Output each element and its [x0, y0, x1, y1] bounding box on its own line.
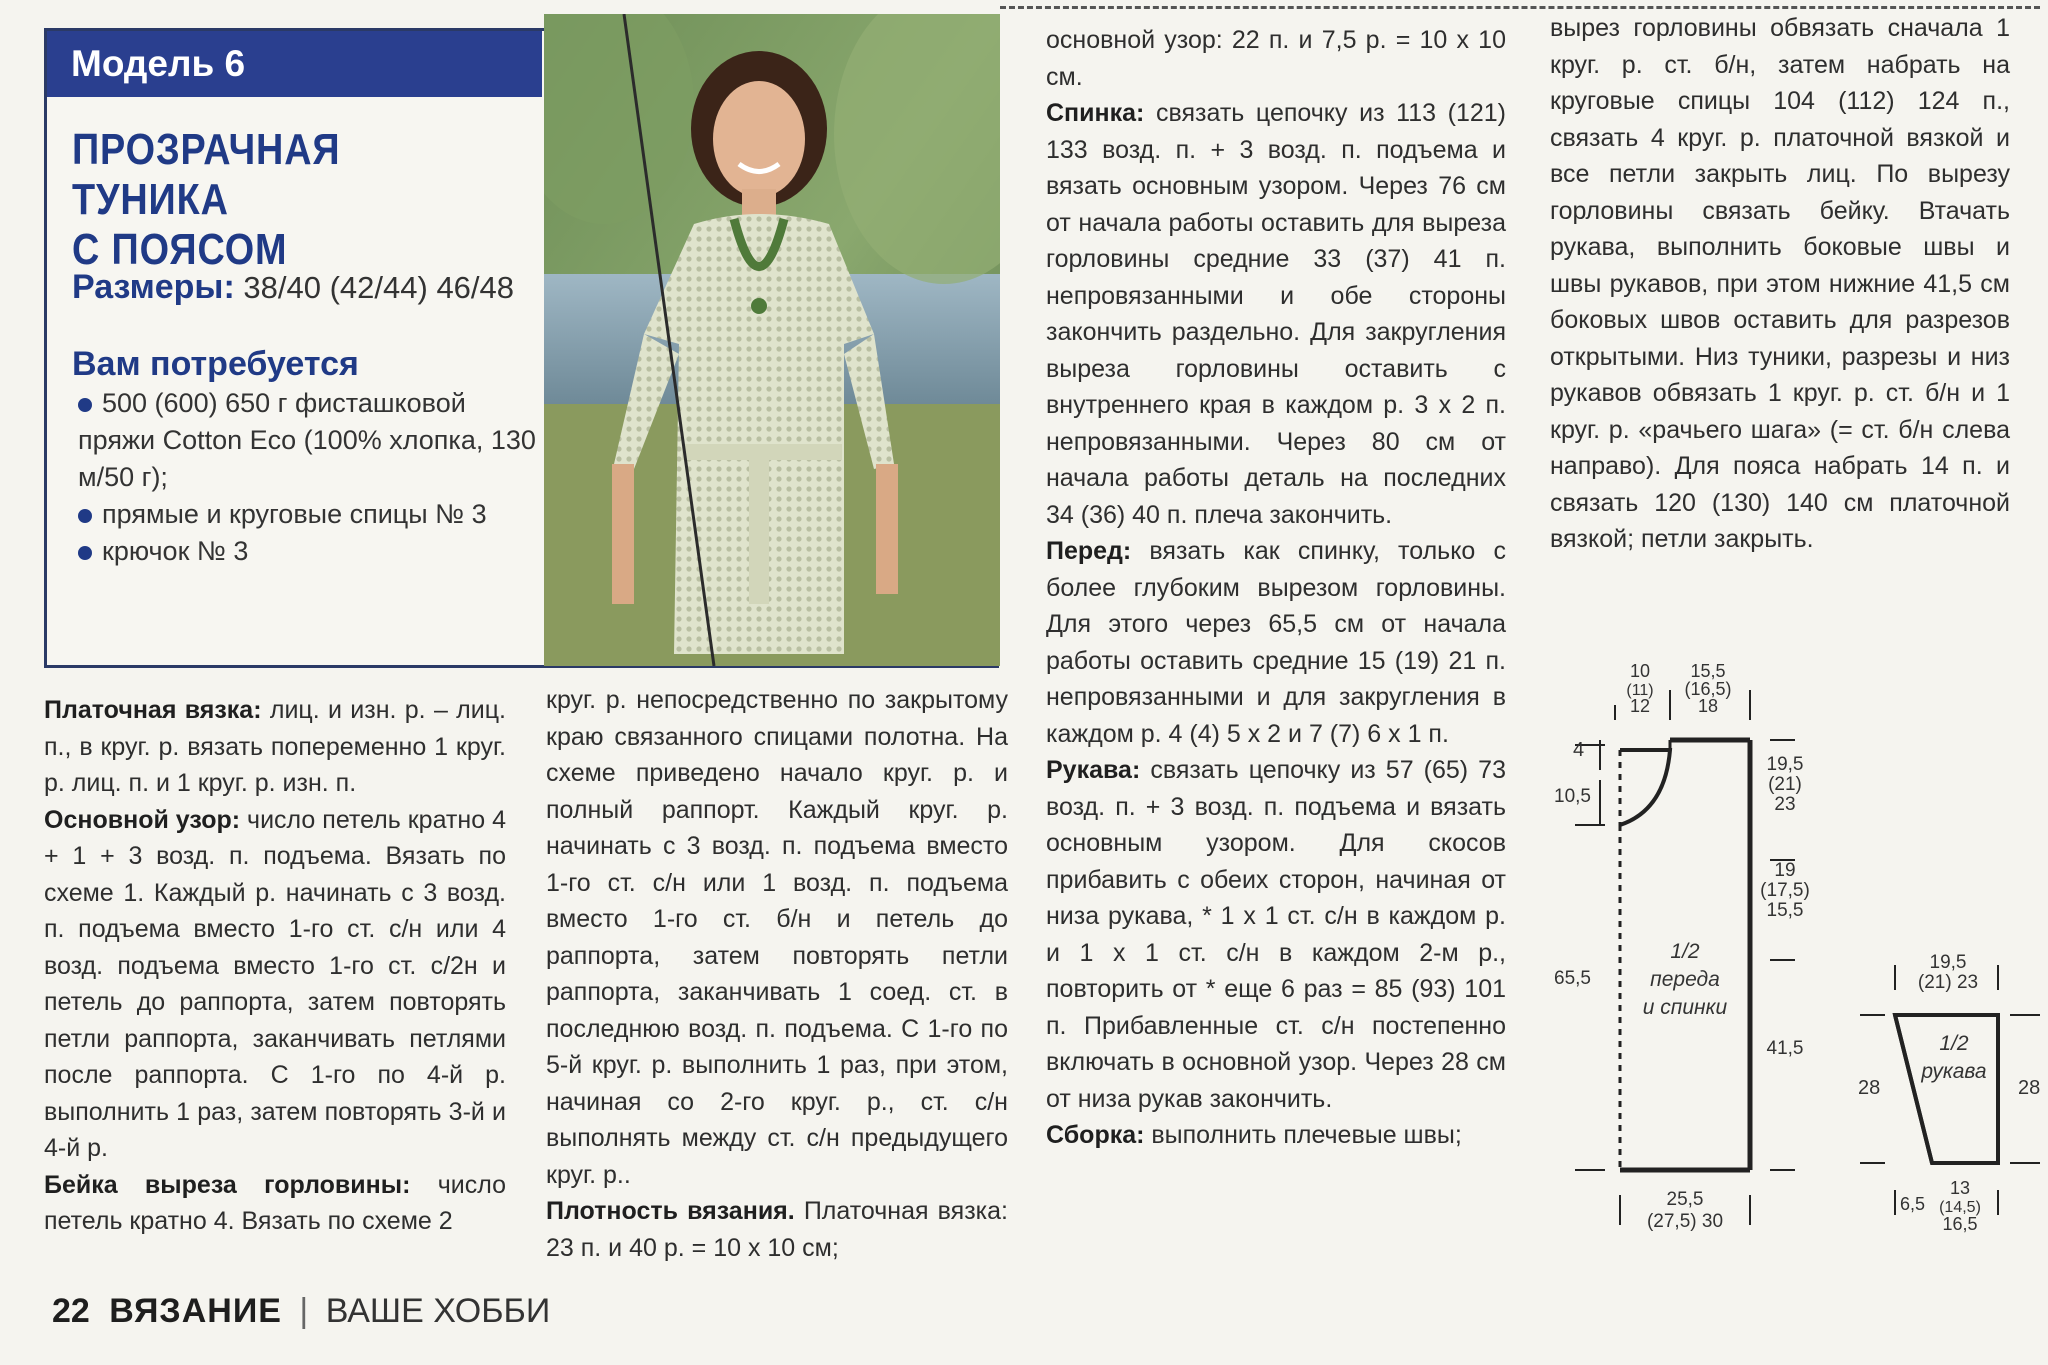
sleeve-top-label: (21) 23	[1917, 972, 1979, 993]
cut-line	[1000, 6, 2040, 9]
total-height-label: 65,5	[1554, 968, 1591, 989]
magazine-name: ВЯЗАНИЕ	[109, 1292, 282, 1330]
sizes-label: Размеры:	[72, 268, 235, 306]
neck-depth-label: 10,5	[1554, 786, 1591, 807]
sleeve-offset-label: 6,5	[1900, 1194, 1926, 1214]
instructions-column-4	[1550, 10, 2010, 558]
mid-height-label: 15,5	[1766, 900, 1804, 921]
mid-height-label: (17,5)	[1760, 880, 1810, 901]
pattern-diagram	[1540, 650, 2048, 1250]
sizes	[72, 268, 514, 307]
pattern-schematic	[1540, 650, 2048, 1250]
bottom-width-label: 25,5	[1666, 1189, 1704, 1210]
paragraph: основной узор: 22 п. и 7,5 р. = 10 х 10 см.	[1046, 26, 1506, 91]
bullet-icon	[78, 546, 92, 560]
paragraph: круг. р. непосредственно по закрытому краю связанного спицами полотна. На схеме приведено начало круг. р. и полный раппорт. Каждый круг. р. начинать с 3 возд. п. подъема вместо 1-го ст. с/н или 1 возд. п. подъема вместо 1-го ст. б/н и петель до раппорта, затем повторять петли раппорта, заканчивать 1 соед. ст. в последнюю возд. п. подъема. С 1-го по 5-й круг. р. выполнить 1 раз, при этом, начиная со 2-го круг. р., ст. с/н выполнять между ст. с/н предыдущего круг. р..	[546, 686, 1008, 1189]
model-tag: Модель 6	[47, 31, 542, 97]
neck-width-label: 12	[1629, 696, 1651, 716]
armhole-label: (21)	[1768, 774, 1802, 795]
model-photo	[544, 14, 1000, 666]
paragraph: Платочная вязка: лиц. и изн. р. – лиц. п., в круг. р. вязать попеременно 1 круг. р. лиц. п. и 1 круг. р. изн. п.	[44, 696, 506, 797]
sleeve-top-label: 19,5	[1929, 952, 1967, 973]
sleeve-bottom-label: 13	[1949, 1178, 1971, 1198]
woman-in-tunic-photo	[544, 14, 1000, 666]
magazine-subtitle: ВАШЕ ХОББИ	[325, 1292, 551, 1330]
instructions-column-3	[1046, 22, 1506, 1154]
materials-item: крючок № 3	[78, 533, 538, 570]
body-piece-label: и спинки	[1642, 996, 1728, 1019]
materials-item: прямые и круговые спицы № 3	[78, 496, 538, 533]
page-number: 22	[52, 1292, 90, 1330]
paragraph: Перед: вязать как спинку, только с более глубоким вырезом горловины. Для этого через 65,5 см от начала работы оставить средние 15 (19) 21 п. непровязанными и для закругления в каждом р. 4 (4) 5 х 2 и 7 (7) 6 х 1 п.	[1046, 537, 1506, 748]
instructions-column-2	[546, 682, 1008, 1266]
paragraph: Основной узор: число петель кратно 4 + 1 + 3 возд. п. подъема. Вязать по схеме 1. Каждый р. начинать с 3 возд. п. подъема вместо 1-го ст. с/н или 4 возд. подъема вместо 1-го ст. с/2н и петель до раппорта, затем повторять петли раппорта, заканчивать петлями после раппорта. С 1-го по 4-й р. выполнить 1 раз, затем повторять 3-й и 4-й р.	[44, 805, 506, 1162]
neck-width-label: (11)	[1626, 682, 1654, 699]
footer-separator: |	[299, 1292, 309, 1330]
sleeve-piece-label: рукава	[1921, 1060, 1987, 1083]
body-piece-label: переда	[1650, 968, 1720, 991]
paragraph: Рукава: связать цепочку из 57 (65) 73 возд. п. + 3 возд. п. подъема и вязать основным узором. Для скосов прибавить с обеих сторон, начиная от низа рукава, * 1 х 1 ст. с/н в каждом р. и 1 х 1 ст. с/н в каждом 2-м р., повторить от * еще 6 раз = 85 (93) 101 п. Прибавленные ст. с/н постепенно включать в основной узор. Через 28 см от низа рукав закончить.	[1046, 756, 1506, 1113]
paragraph: Спинка: связать цепочку из 113 (121) 133 возд. п. + 3 возд. п. подъема и вязать основным узором. Через 76 см от начала работы оставить для выреза горловины средние 33 (37) 41 п. непровязанными и обе стороны закончить раздельно. Для закругления выреза горловины оставить с внутреннего края в каждом р. 3 х 2 п. непровязанными. Через 80 см от начала работы деталь на последних 34 (36) 40 п. плеча закончить.	[1046, 99, 1506, 529]
sleeve-height-label: 28	[1858, 1077, 1881, 1099]
bottom-width-label: (27,5) 30	[1646, 1211, 1724, 1232]
armhole-label: 23	[1774, 794, 1796, 815]
materials-heading: Вам потребуется	[72, 345, 359, 383]
page-footer	[52, 1292, 550, 1331]
paragraph: Бейка выреза горловины: число петель кратно 4. Вязать по схеме 2	[44, 1170, 506, 1235]
paragraph: Сборка: выполнить плечевые швы;	[1046, 1121, 1462, 1149]
sleeve-height-label: 28	[2018, 1077, 2041, 1099]
materials-item: 500 (600) 650 г фисташковой пряжи Cotton Eco (100% хлопка, 130 м/50 г);	[78, 388, 536, 492]
bullet-icon	[78, 398, 92, 412]
instructions-column-1	[44, 692, 506, 1240]
mid-height-label: 19	[1774, 860, 1796, 881]
sleeve-piece-label: 1/2	[1939, 1032, 1969, 1055]
sleeve-bottom-label: (14,5)	[1939, 1199, 1981, 1216]
shoulder-width-label: 18	[1697, 696, 1719, 716]
paragraph: Плотность вязания. Платочная вязка: 23 п. и 40 р. = 10 х 10 см;	[546, 1197, 1008, 1262]
bullet-icon	[78, 509, 92, 523]
neck-width-label: 10	[1629, 661, 1651, 681]
sizes-value: 38/40 (42/44) 46/48	[243, 270, 515, 305]
title-line-1: ПРОЗРАЧНАЯ ТУНИКА	[72, 125, 341, 224]
pattern-title	[72, 125, 468, 275]
paragraph: вырез горловины обвязать сначала 1 круг. р. ст. б/н, затем набрать на круговые спицы 104 (112) 124 п., связать 4 круг. р. платочной вязкой и все петли закрыть лиц. По вырезу горловины связать бейку. Втачать рукава, выполнить боковые швы и швы рукавов, при этом нижние 41,5 см боковых швов оставить для разрезов открытыми. Низ туники, разрезы и низ рукавов обвязать 1 круг. р. ст. б/н и 1 круг. р. «рачьего шага» (= ст. б/н слева направо). Для пояса набрать 14 п. и связать 120 (130) 140 см платочной вязкой; петли закрыть.	[1550, 14, 2010, 553]
shoulder-width-label: 15,5	[1690, 661, 1726, 681]
shoulder-width-label: (16,5)	[1684, 679, 1732, 699]
title-line-2: С ПОЯСОМ	[72, 225, 288, 274]
body-piece-label: 1/2	[1670, 940, 1700, 963]
armhole-label: 19,5	[1766, 754, 1804, 775]
materials-list	[78, 385, 538, 570]
sleeve-bottom-label: 16,5	[1942, 1214, 1978, 1234]
slit-label: 41,5	[1766, 1038, 1804, 1059]
neck-drop-label: 4	[1573, 739, 1585, 761]
